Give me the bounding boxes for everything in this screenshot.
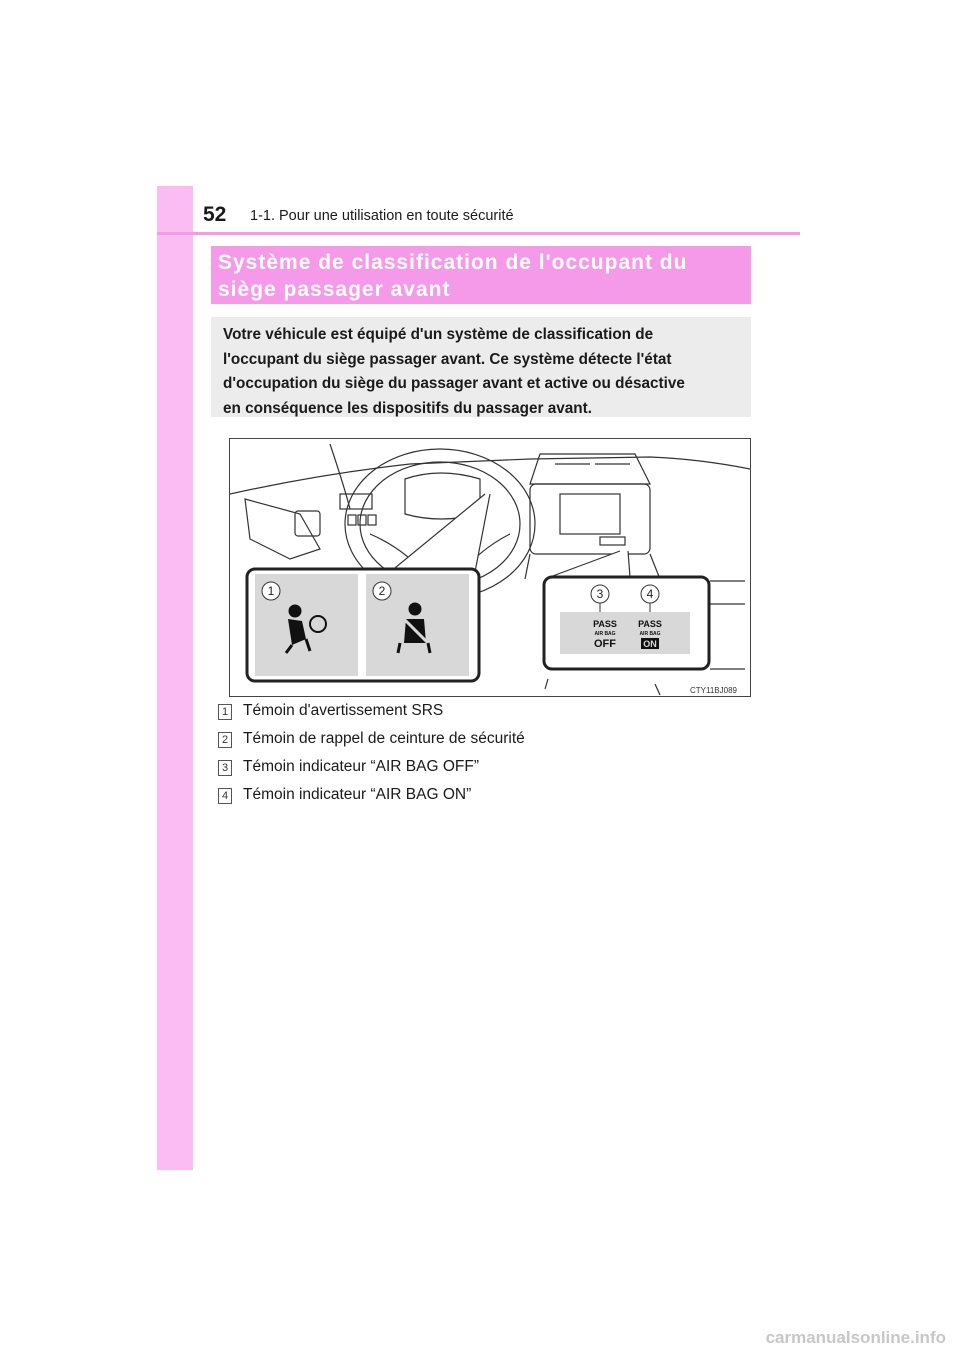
legend-text: Témoin de rappel de ceinture de sécurité xyxy=(243,730,525,747)
callout-2: 2 xyxy=(378,584,386,598)
legend-number: 1 xyxy=(218,704,232,720)
watermark: carmanualsonline.info xyxy=(765,1328,946,1347)
section-title-line2: siège passager avant xyxy=(218,278,451,301)
chapter-sidebar-tab xyxy=(157,186,193,1170)
intro-line: Votre véhicule est équipé d'un système de classification de xyxy=(223,326,654,343)
legend-text: Témoin indicateur “AIR BAG OFF” xyxy=(243,758,480,775)
pass-on-label: PASS xyxy=(638,619,662,629)
pass-off-label: PASS xyxy=(593,619,617,629)
section-title xyxy=(211,246,751,304)
dashboard-illustration xyxy=(229,438,751,697)
callout-4: 4 xyxy=(646,587,654,601)
legend-number: 3 xyxy=(218,760,232,776)
dashboard-drawing xyxy=(230,439,750,696)
intro-line: l'occupant du siège passager avant. Ce système détecte l'état xyxy=(223,350,672,368)
page-number: 52 xyxy=(203,203,227,226)
airbag-off-label: AIR BAG xyxy=(594,631,616,637)
on-label: ON xyxy=(643,639,657,649)
section-breadcrumb: 1-1. Pour une utilisation en toute sécurité xyxy=(250,208,514,224)
callout-3: 3 xyxy=(596,587,604,601)
section-title-line1: Système de classification de l'occupant du xyxy=(218,251,688,274)
header-rule xyxy=(157,232,800,235)
intro-line: d'occupation du siège du passager avant et active ou désactive xyxy=(223,375,685,392)
legend-number: 2 xyxy=(218,732,232,748)
legend-text: Témoin indicateur “AIR BAG ON” xyxy=(243,786,472,803)
intro-line: en conséquence les dispositifs du passager avant. xyxy=(223,399,592,417)
off-label: OFF xyxy=(594,638,616,650)
figure-code: CTY11BJ089 xyxy=(690,686,737,695)
legend-text: Témoin d'avertissement SRS xyxy=(243,702,444,719)
intro-paragraph xyxy=(211,317,751,417)
airbag-on-label: AIR BAG xyxy=(639,631,661,637)
callout-1: 1 xyxy=(267,584,275,598)
legend-number: 4 xyxy=(218,788,232,804)
